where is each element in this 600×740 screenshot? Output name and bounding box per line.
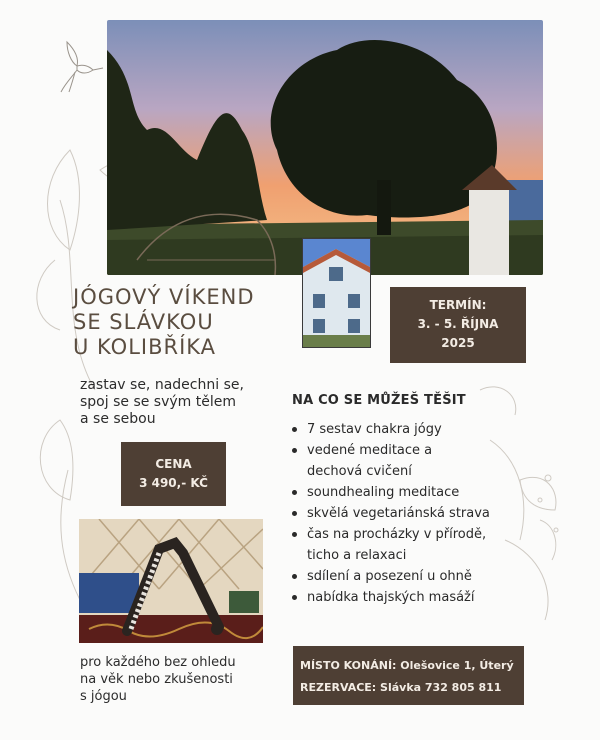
list-item: nabídka thajských masáží <box>290 587 530 608</box>
audience-line: s jógou <box>80 689 127 704</box>
title-line: JÓGOVÝ VÍKEND <box>73 285 255 309</box>
list-item: vedené meditace a dechová cvičení <box>290 440 530 482</box>
venue-text: MÍSTO KONÁNÍ: Olešovice 1, Úterý <box>300 659 514 672</box>
tagline-line: spoj se se svým tělem <box>80 394 236 410</box>
list-item: čas na procházky v přírodě, ticho a relaxaci <box>290 524 530 566</box>
audience-line: pro každého bez ohledu <box>80 655 236 670</box>
price-value: 3 490,- KČ <box>139 476 208 490</box>
date-year: 2025 <box>441 336 475 350</box>
date-range: 3. - 5. ŘÍJNA <box>417 317 499 331</box>
list-item: soundhealing meditace <box>290 482 530 503</box>
tagline-line: a se sebou <box>80 411 156 427</box>
title-line: U KOLIBŘÍKA <box>73 335 217 359</box>
price-label: CENA <box>155 457 192 471</box>
house-photo <box>302 238 371 348</box>
event-title <box>73 285 303 360</box>
highlights-heading: NA CO SE MŮŽEŠ TĚŠIT <box>292 393 466 408</box>
reservation-text: REZERVACE: Slávka 732 805 811 <box>300 681 502 694</box>
title-line: SE SLÁVKOU <box>73 310 214 334</box>
list-item: 7 sestav chakra jógy <box>290 419 530 440</box>
venue-box <box>293 646 524 705</box>
date-label: TERMÍN: <box>429 298 487 312</box>
audience-note <box>80 654 280 705</box>
date-box <box>390 287 526 363</box>
price-box <box>121 442 226 506</box>
tagline-line: zastav se, nadechni se, <box>80 377 244 393</box>
hero-photo <box>107 20 543 275</box>
yoga-photo <box>79 519 263 643</box>
hummingbird-icon <box>57 38 105 94</box>
list-item: sdílení a posezení u ohně <box>290 566 530 587</box>
audience-line: na věk nebo zkušenosti <box>80 672 233 687</box>
list-item: skvělá vegetariánská strava <box>290 503 530 524</box>
highlights-list <box>290 419 530 608</box>
tagline <box>80 377 290 428</box>
